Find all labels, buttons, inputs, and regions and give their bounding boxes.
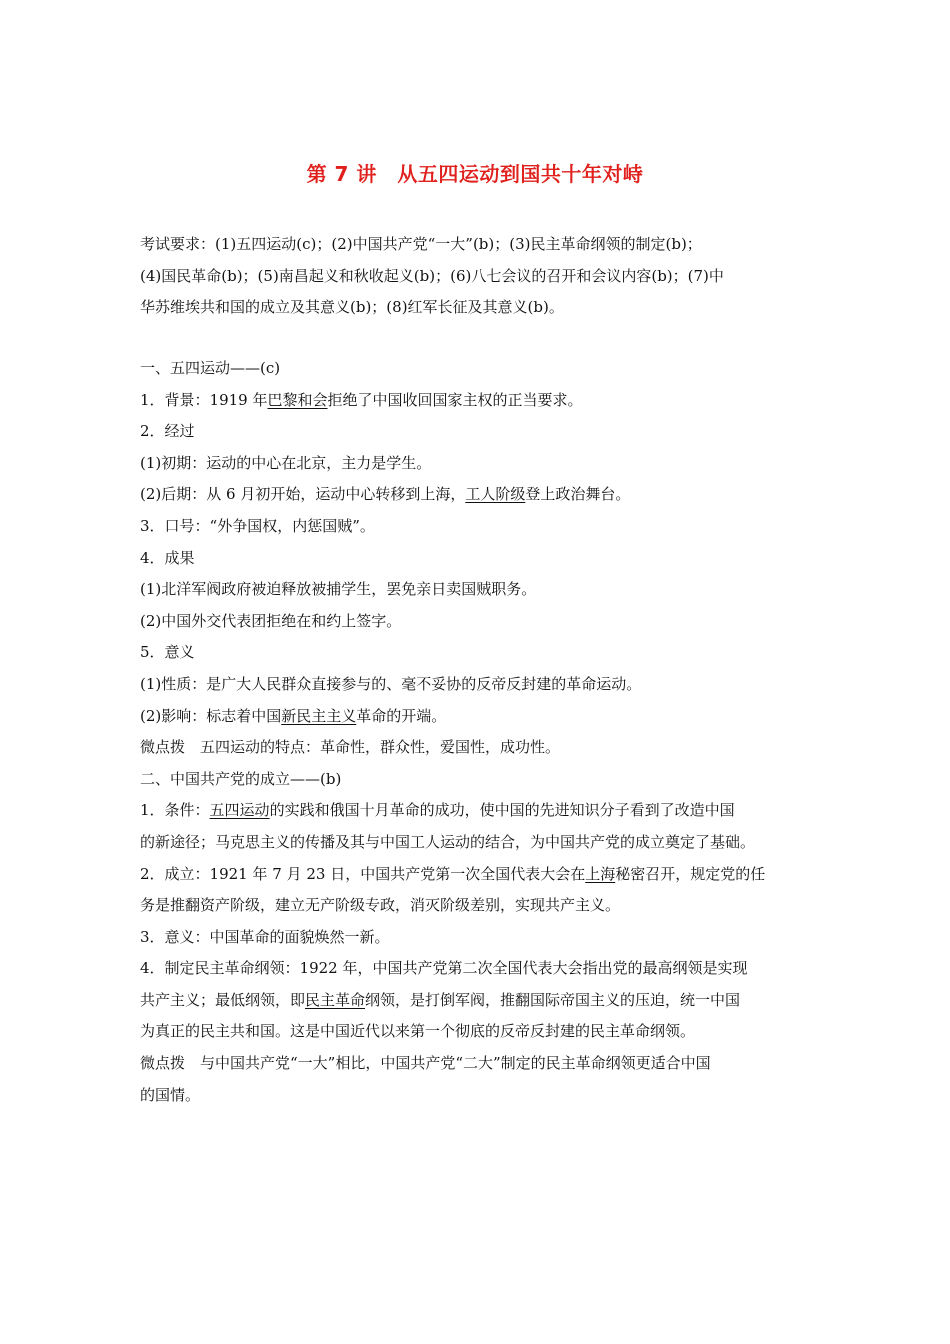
paragraph-line: 务是推翻资产阶级，建立无产阶级专政，消灭阶级差别，实现共产主义。 xyxy=(140,896,621,915)
paragraph-line xyxy=(140,701,820,733)
paragraph-line: 3．口号：“外争国权，内惩国贼”。 xyxy=(140,516,375,535)
text-run: 2．成立：1921 年 7 月 23 日，中国共产党第一次全国代表大会在 xyxy=(140,864,586,883)
text-run: 共产主义；最低纲领，即 xyxy=(140,990,306,1009)
text-run: 纲领，是打倒军阀，推翻国际帝国主义的压迫，统一中国 xyxy=(365,990,741,1009)
paragraph-line: 4．成果 xyxy=(140,548,195,567)
tip-line: 微点拨 与中国共产党“一大”相比，中国共产党“二大”制定的民主革命纲领更适合中国 xyxy=(140,1054,711,1073)
paragraph-line: 3．意义：中国革命的面貌焕然一新。 xyxy=(140,927,390,946)
requirements-line: 华苏维埃共和国的成立及其意义(b)；(8)红军长征及其意义(b)。 xyxy=(140,298,564,317)
exam-requirements xyxy=(140,229,820,324)
underlined-term: 巴黎和会 xyxy=(267,390,328,409)
paragraph-line: 5．意义 xyxy=(140,643,195,662)
paragraph-line: 2．经过 xyxy=(140,422,195,441)
paragraph-line: (1)北洋军阀政府被迫释放被捕学生，罢免亲日卖国贼职务。 xyxy=(140,580,537,599)
underlined-term: 民主革命 xyxy=(305,990,366,1009)
text-run: 拒绝了中国收回国家主权的正当要求。 xyxy=(327,390,583,409)
document-body xyxy=(140,353,820,1111)
page-title: 第 7 讲 从五四运动到国共十年对峙 xyxy=(306,162,644,186)
paragraph-line xyxy=(140,795,820,827)
paragraph-line: (2)中国外交代表团拒绝在和约上签字。 xyxy=(140,611,402,630)
paragraph-line: 4．制定民主革命纲领：1922 年，中国共产党第二次全国代表大会指出党的最高纲领是实现 xyxy=(140,959,748,978)
paragraph-line: (1)性质：是广大人民群众直接参与的、毫不妥协的反帝反封建的革命运动。 xyxy=(140,674,642,693)
text-run: 的实践和俄国十月革命的成功，使中国的先进知识分子看到了改造中国 xyxy=(269,801,735,820)
tip-line: 的国情。 xyxy=(140,1085,201,1104)
text-run: 革命的开端。 xyxy=(356,706,447,725)
tip-line: 微点拨 五四运动的特点：革命性，群众性，爱国性，成功性。 xyxy=(140,738,561,757)
text-run: (2)影响：标志着中国 xyxy=(140,706,282,725)
underlined-term: 新民主主义 xyxy=(281,706,357,725)
text-run: (2)后期：从 6 月初开始，运动中心转移到上海， xyxy=(140,485,466,504)
paragraph-line: (1)初期：运动的中心在北京，主力是学生。 xyxy=(140,453,432,472)
underlined-term: 五四运动 xyxy=(209,801,270,820)
underlined-term: 上海 xyxy=(585,864,616,883)
text-run: 1．条件： xyxy=(140,801,210,820)
paragraph-line: 的新途径；马克思主义的传播及其与中国工人运动的结合，为中国共产党的成立奠定了基础。 xyxy=(140,832,756,851)
paragraph-line xyxy=(140,385,820,417)
section-heading: 一、五四运动——(c) xyxy=(140,359,281,377)
underlined-term: 工人阶级 xyxy=(465,485,526,504)
paragraph-line: 为真正的民主共和国。这是中国近代以来第一个彻底的反帝反封建的民主革命纲领。 xyxy=(140,1022,696,1041)
section-heading: 二、中国共产党的成立——(b) xyxy=(140,769,342,788)
paragraph-line xyxy=(140,985,820,1017)
requirements-line: 考试要求：(1)五四运动(c)；(2)中国共产党“一大”(b)；(3)民主革命纲领的制定(b)； xyxy=(140,235,702,253)
paragraph-line xyxy=(140,859,820,891)
requirements-line: (4)国民革命(b)；(5)南昌起义和秋收起义(b)；(6)八七会议的召开和会议内容(b)；(7)中 xyxy=(140,266,724,285)
text-run: 1．背景：1919 年 xyxy=(140,390,268,409)
paragraph-line xyxy=(140,479,820,511)
text-run: 秘密召开，规定党的任 xyxy=(615,864,766,883)
text-run: 登上政治舞台。 xyxy=(525,485,631,504)
